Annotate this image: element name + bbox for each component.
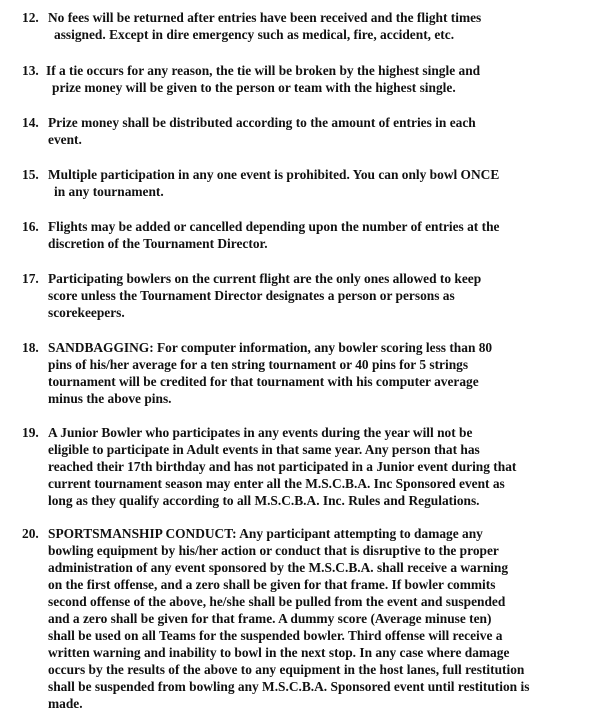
rule-text-line: If a tie occurs for any reason, the tie will be broken by the highest single and <box>46 63 481 78</box>
rule-text-line: shall be used on all Teams for the suspended bowler. Third offense will receive a <box>48 628 503 643</box>
rule-text-line: written warning and inability to bowl in the next stop. In any case where damage <box>48 645 510 660</box>
rule-text-line: SPORTSMANSHIP CONDUCT: Any participant attempting to damage any <box>48 526 483 541</box>
rule-text-line: tournament will be credited for that tournament with his computer average <box>48 374 479 389</box>
rule-text-line: in any tournament. <box>54 184 164 199</box>
rule-text-line: Flights may be added or cancelled depending upon the number of entries at the <box>48 219 500 234</box>
rule-text-line: Participating bowlers on the current flight are the only ones allowed to keep <box>48 271 482 286</box>
rule-text-line: administration of any event sponsored by the M.S.C.B.A. shall receive a warning <box>48 560 509 575</box>
rule-text-line: made. <box>48 696 83 711</box>
rule-text-line: pins of his/her average for a ten string tournament or 40 pins for 5 strings <box>48 357 469 372</box>
rule-text-line: Prize money shall be distributed according to the amount of entries in each <box>48 115 476 130</box>
rule-text-line: Multiple participation in any one event is prohibited. You can only bowl ONCE <box>48 167 500 182</box>
rule-text-line: prize money will be given to the person or team with the highest single. <box>52 80 456 95</box>
rule-number: 13. <box>22 63 39 78</box>
rule-text-line: No fees will be returned after entries have been received and the flight times <box>48 10 482 25</box>
rule-text-line: and a zero shall be given for that frame. A dummy score (Average minuse ten) <box>48 611 492 626</box>
rule-text-line: minus the above pins. <box>48 391 172 406</box>
rule-text-line: SANDBAGGING: For computer information, any bowler scoring less than 80 <box>48 340 493 355</box>
rule-text-line: occurs by the results of the above to any equipment in the host lanes, full restitution <box>48 662 525 677</box>
rule-text-line: current tournament season may enter all the M.S.C.B.A. Inc Sponsored event as <box>48 476 505 491</box>
rule-text-line: discretion of the Tournament Director. <box>48 236 268 251</box>
rule-text-line: shall be suspended from bowling any M.S.C.B.A. Sponsored event until restitution is <box>48 679 530 694</box>
rule-number: 18. <box>22 340 39 355</box>
rule-number: 17. <box>22 271 39 286</box>
rule-text-line: second offense of the above, he/she shall be pulled from the event and suspended <box>48 594 506 609</box>
rule-number: 16. <box>22 219 39 234</box>
rule-text-line: long as they qualify according to all M.S.C.B.A. Inc. Rules and Regulations. <box>48 493 480 508</box>
rule-text-line: event. <box>48 132 82 147</box>
rule-text-line: score unless the Tournament Director designates a person or persons as <box>48 288 455 303</box>
rule-text-line: scorekeepers. <box>48 305 125 320</box>
rule-number: 12. <box>22 10 39 25</box>
rule-text-line: A Junior Bowler who participates in any events during the year will not be <box>48 425 473 440</box>
rule-text-line: reached their 17th birthday and has not participated in a Junior event during that <box>48 459 517 474</box>
rule-number: 15. <box>22 167 39 182</box>
rule-number: 14. <box>22 115 39 130</box>
rule-text-line: bowling equipment by his/her action or conduct that is disruptive to the proper <box>48 543 499 558</box>
rule-text-line: on the first offense, and a zero shall be given for that frame. If bowler commits <box>48 577 496 592</box>
rule-number: 20. <box>22 526 39 541</box>
rule-text-line: eligible to participate in Adult events in that same year. Any person that has <box>48 442 480 457</box>
rule-text-line: assigned. Except in dire emergency such as medical, fire, accident, etc. <box>54 27 455 42</box>
rule-number: 19. <box>22 425 39 440</box>
